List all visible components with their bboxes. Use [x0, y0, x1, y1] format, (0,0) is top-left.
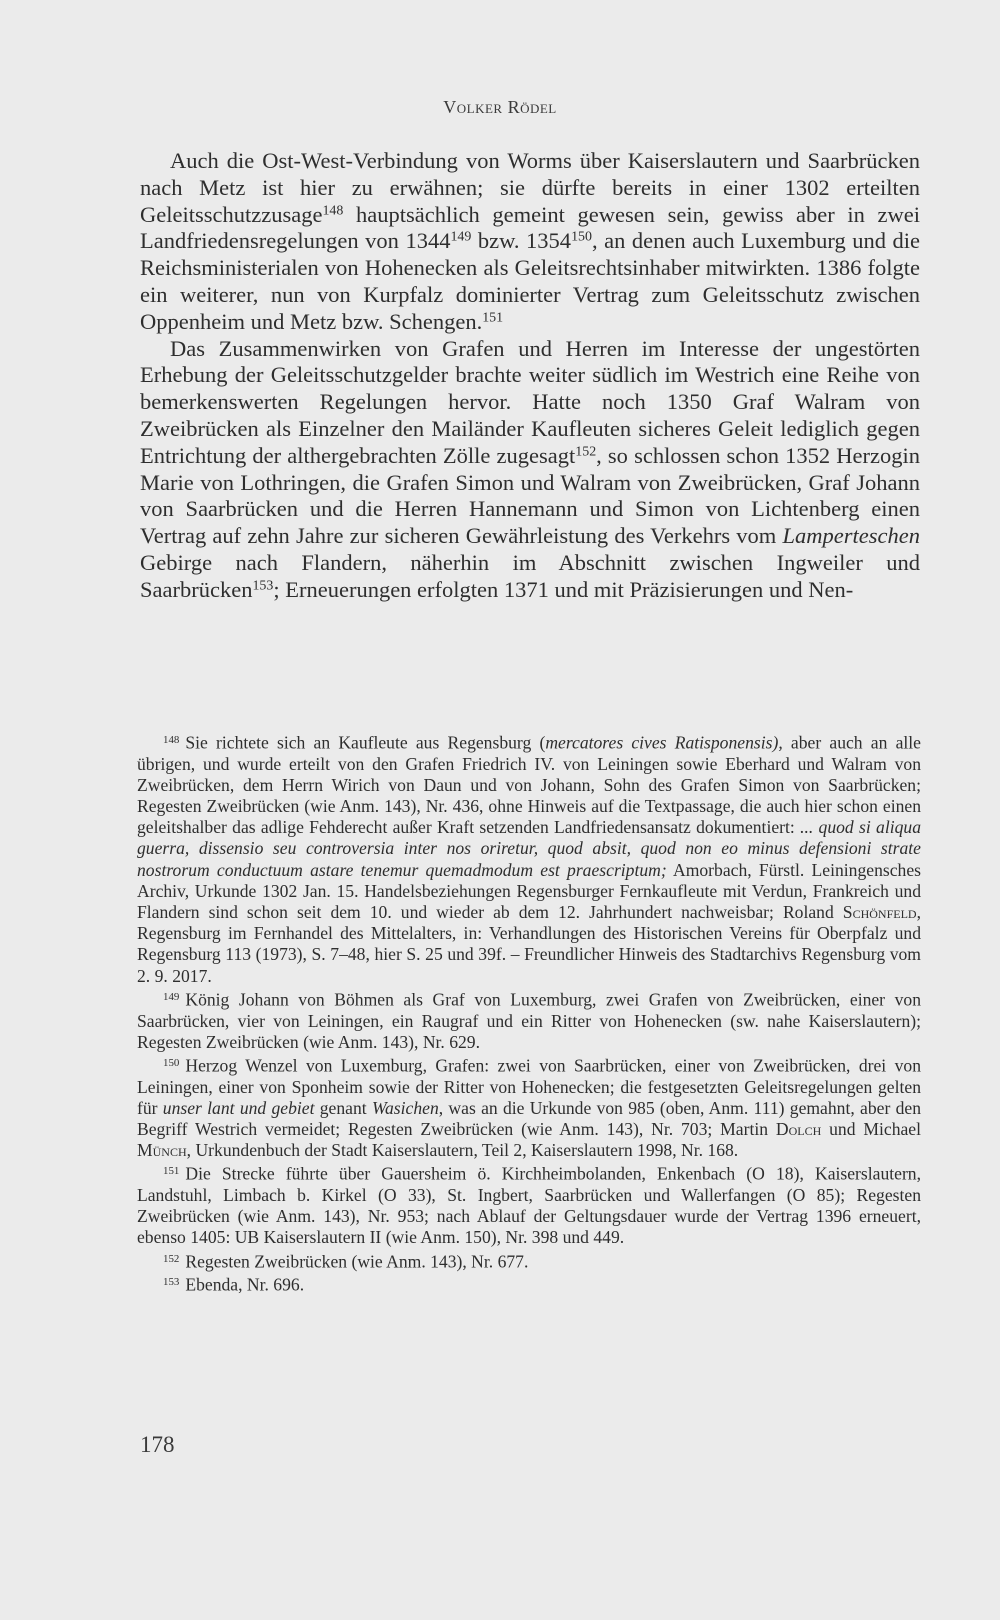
- text-run: und Michael: [821, 1119, 921, 1140]
- text-run: genant: [314, 1097, 372, 1118]
- text-run: Amorbach, Fürstl. Leiningensches Archiv, Urkunde 1302 Jan. 15. Handelsbeziehungen Regensburger Fernkaufleute mit Verdun, Frankreich und Flandern sind schon seit dem 10. und wieder ab dem 12. Jahrhundert nachweisbar; Roland: [137, 859, 921, 923]
- footnote-number: 151: [163, 1165, 180, 1178]
- main-text: [140, 148, 920, 604]
- footnotes: [137, 730, 921, 1296]
- italic-text: Wasichen: [371, 1097, 439, 1118]
- footnote-number: 153: [163, 1276, 180, 1289]
- text-run: Ebenda, Nr. 696.: [185, 1274, 305, 1295]
- footnote-ref-151[interactable]: 151: [482, 310, 504, 326]
- footnote-ref-148[interactable]: 148: [322, 202, 344, 218]
- italic-term: Lamperteschen: [782, 523, 920, 549]
- footnote-149: [137, 987, 921, 1053]
- text-run: Gebirge nach Flandern, näherhin im Abschnitt zwischen Ingweiler und Saarbrücken: [140, 549, 920, 602]
- page-number: 178: [140, 1432, 175, 1457]
- text-run: Auch die Ost-West-Verbindung von Worms über Kaiserslautern und Saarbrücken nach Metz ist hier zu erwähnen; sie dürfte bereits in einer 1302 erteilten Geleitsschutzzusage: [140, 148, 920, 227]
- footnote-150: [137, 1053, 921, 1161]
- paragraph-2: [140, 336, 920, 604]
- text-run: ; Erneuerungen erfolgten 1371 und mit Präzisierungen und Nen-: [273, 576, 854, 602]
- text-run: Herzog Wenzel von Luxemburg, Grafen: zwei von Saarbrücken, einer von Zweibrücken, drei von Leiningen, einer von Sponheim sowie der Ritter von Hohenecken; die festgesetzten Geleitsregelungen gelten für: [137, 1055, 921, 1118]
- footnote-ref-149[interactable]: 149: [450, 229, 472, 245]
- italic-text: mercatores cives Ratisponensis),: [545, 732, 783, 753]
- text-run: hauptsächlich gemeint gewesen sein, gewiss aber in zwei Landfriedensregelungen von 1344: [140, 201, 920, 254]
- text-run: , Urkundenbuch der Stadt Kaiserslautern, Teil 2, Kaiserslautern 1998, Nr. 168.: [186, 1140, 739, 1161]
- text-run: Das Zusammenwirken von Grafen und Herren im Interesse der ungestörten Erhebung der Geleitsschutzgelder brachte weiter südlich im Westrich eine Reihe von bemerkenswerten Regelungen hervor. Hatte noch 1350 Graf Walram von Zweibrücken als Einzelner den Mailänder Kaufleuten sicheres Geleit lediglich gegen Entrichtung der althergebrachten Zölle zugesagt: [140, 335, 920, 468]
- text-run: Die Strecke führte über Gauersheim ö. Kirchheimbolanden, Enkenbach (O 18), Kaiserslautern, Landstuhl, Limbach b. Kirkel (O 33), St. Ingbert, Saarbrücken und Wallerfangen (O 85); Regesten Zweibrücken (wie Anm. 143), Nr. 953; nach Ablauf der Geltungsdauer wurde der Vertrag 1396 erneuert, ebenso 1405: UB Kaiserslautern II (wie Anm. 150), Nr. 398 und 449.: [137, 1163, 921, 1248]
- italic-quote: ... quod si aliqua guerra, dissensio seu controversia inter nos oriretur, quod absit, quod non eo minus defensioni strate nostrorum conductuum astare tenemur quemadmodum est praescriptum;: [137, 817, 921, 880]
- italic-text: unser lant und gebiet: [162, 1097, 315, 1118]
- footnote-number: 149: [163, 990, 180, 1003]
- text-run: , an denen auch Luxemburg und die Reichsministerialen von Hohenecken als Geleitsrechtsinhaber mitwirkten. 1386 folgte ein weiterer, nun von Kurpfalz dominierter Vertrag zum Geleitsschutz zwischen Oppenheim und Metz bzw. Schengen.: [140, 228, 920, 334]
- author-name: Dolch: [775, 1119, 822, 1140]
- text-run: Sie richtete sich an Kaufleute aus Regensburg (: [185, 732, 546, 753]
- text-run: aber auch an alle übrigen, und wurde erteilt von den Grafen Friedrich IV. von Leiningen sowie Eberhard und Walram von Zweibrücken, dem Herrn Wirich von Daun und von Johann, Sohn des Grafen Simon von Saarbrücken; Regesten Zweibrücken (wie Anm. 143), Nr. 436, ohne Hinweis auf die Textpassage, die auch hier schon einen geleitshalber das adlige Fehderecht außer Kraft setzenden Landfriedensansatz dokumentiert:: [137, 732, 921, 838]
- footnote-number: 148: [163, 734, 180, 746]
- footnote-151: [137, 1161, 921, 1248]
- footnote-number: 152: [163, 1252, 180, 1265]
- text-run: , was an die Urkunde von 985 (oben, Anm. 111) gemahnt, aber den Begriff Westrich vermeidet; Regesten Zweibrücken (wie Anm. 143), Nr. 703; Martin: [137, 1097, 921, 1140]
- text-run: Regesten Zweibrücken (wie Anm. 143), Nr. 677.: [185, 1251, 529, 1272]
- author-name: Schönfeld: [842, 902, 917, 923]
- text-run: König Johann von Böhmen als Graf von Luxemburg, zwei Grafen von Zweibrücken, einer von Saarbrücken, vier von Leiningen, ein Raugraf und ein Ritter von Hohenecken (sw. nahe Kaiserslautern); Regesten Zweibrücken (wie Anm. 143), Nr. 629.: [137, 989, 921, 1052]
- text-run: , so schlossen schon 1352 Herzogin Marie von Lothringen, die Grafen Simon und Walram von Zweibrücken, Graf Johann von Saarbrücken und die Herren Hannemann und Simon von Lichtenberg einen Vertrag auf zehn Jahre zur sicheren Gewährleistung des Verkehrs vom: [140, 442, 920, 549]
- running-head: Volker Rödel: [443, 97, 557, 117]
- footnote-148: [137, 730, 921, 987]
- footnote-153: [137, 1272, 921, 1296]
- footnote-ref-153[interactable]: 153: [252, 578, 274, 594]
- footnote-ref-152[interactable]: 152: [575, 444, 597, 460]
- paragraph-1: [140, 148, 920, 336]
- text-run: bzw. 1354: [471, 228, 572, 254]
- text-run: , Regensburg im Fernhandel des Mittelalters, in: Verhandlungen des Historischen Vereins für Oberpfalz und Regensburg 113 (1973), S. 7–48, hier S. 25 und 39f. – Freundlicher Hinweis des Stadtarchivs Regensburg vom 2. 9. 2017.: [137, 902, 921, 986]
- footnote-number: 150: [163, 1056, 180, 1069]
- footnote-152: [137, 1249, 921, 1273]
- author-name: Münch: [137, 1140, 187, 1161]
- footnote-ref-150[interactable]: 150: [571, 229, 592, 245]
